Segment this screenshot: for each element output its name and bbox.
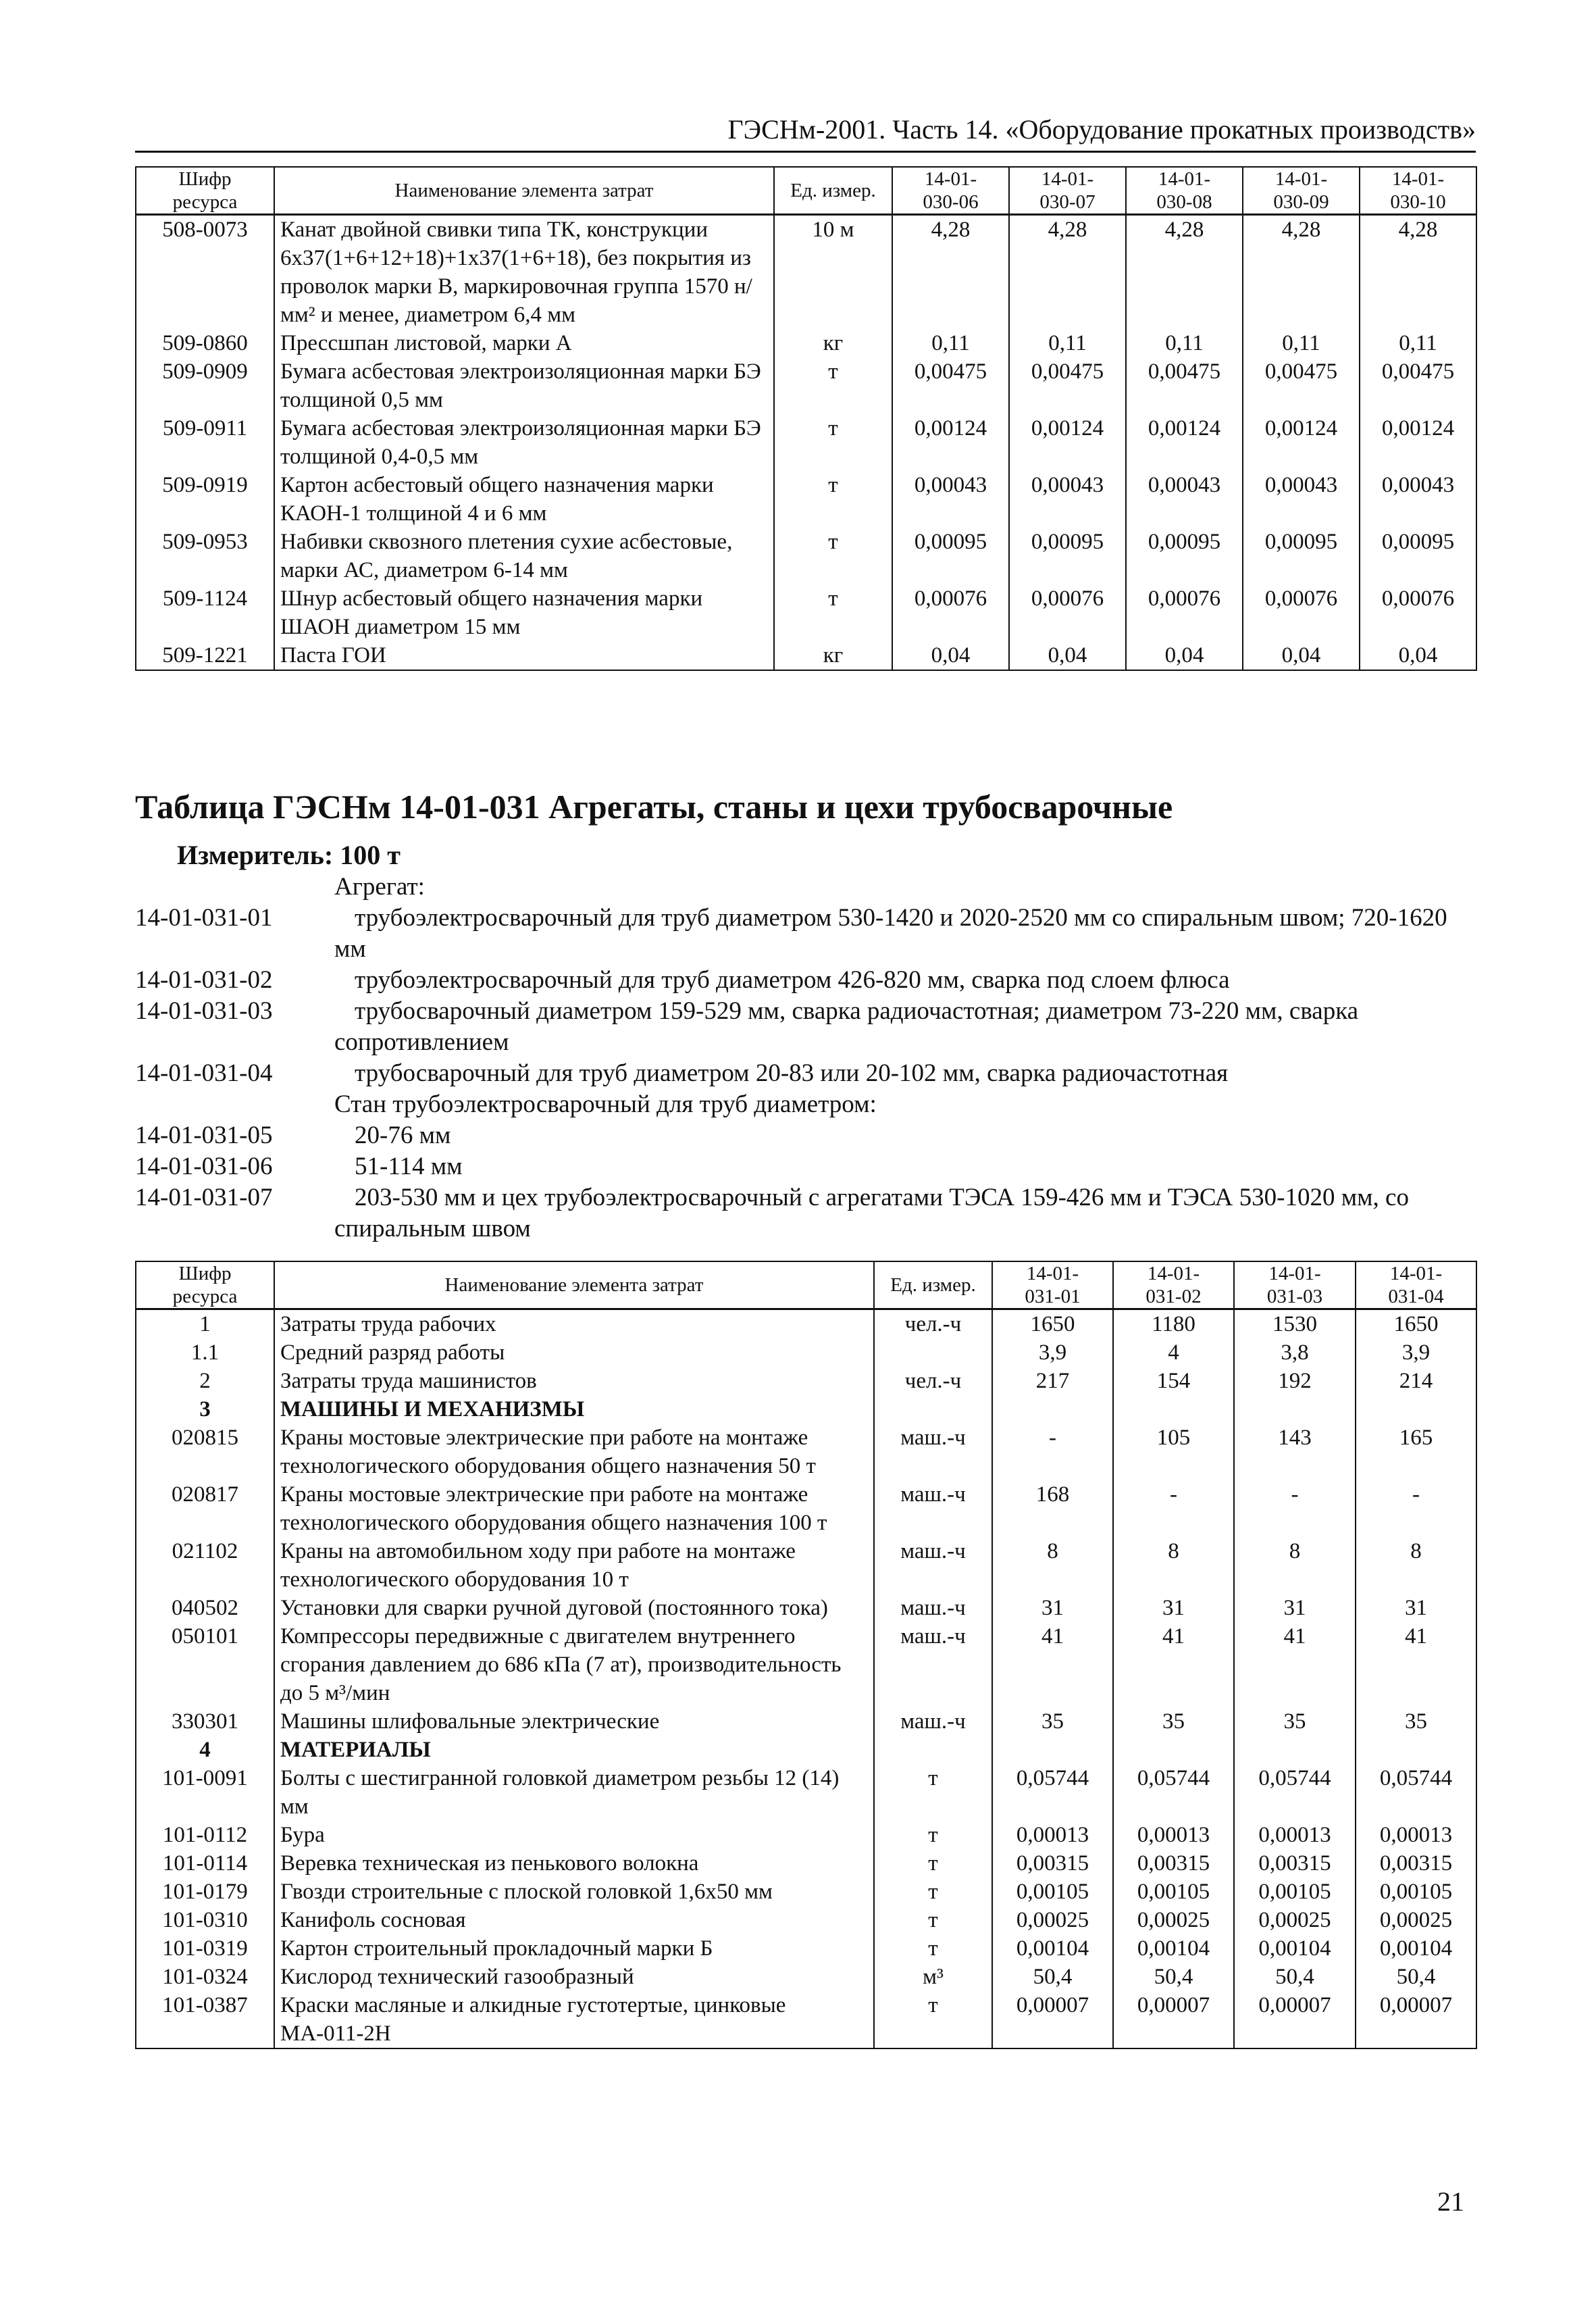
unit-cell: т bbox=[874, 1821, 992, 1849]
column-header-code: Шифр ресурса bbox=[136, 1261, 274, 1309]
rate-value-cell: 154 bbox=[1113, 1367, 1234, 1395]
rate-value-cell: 4,28 bbox=[1243, 215, 1360, 330]
rate-code: 14-01-031-05 bbox=[135, 1122, 273, 1149]
rate-code: 14-01-031-02 bbox=[135, 966, 273, 994]
unit-cell: т bbox=[774, 414, 892, 471]
rate-value-cell: 0,00043 bbox=[1126, 471, 1243, 528]
unit-cell bbox=[874, 1395, 992, 1424]
rate-value-cell: 31 bbox=[1356, 1594, 1476, 1622]
table-row bbox=[136, 584, 1476, 641]
cost-element-name-cell: Кислород технический газообразный bbox=[274, 1963, 874, 1991]
rate-value-cell: 31 bbox=[992, 1594, 1113, 1622]
column-header-rate: 14-01- 030-10 bbox=[1360, 167, 1476, 215]
rate-value-cell: 0,00076 bbox=[892, 584, 1009, 641]
resource-code-cell: 101-0112 bbox=[136, 1821, 274, 1849]
unit-cell bbox=[874, 1736, 992, 1764]
rate-value-cell: 1650 bbox=[992, 1309, 1113, 1339]
resource-code-cell: 101-0324 bbox=[136, 1963, 274, 1991]
rate-value-cell: 0,00475 bbox=[1243, 357, 1360, 414]
resource-code-cell: 3 bbox=[136, 1395, 274, 1424]
resource-code-cell: 330301 bbox=[136, 1707, 274, 1736]
cost-element-name-cell: Канифоль сосновая bbox=[274, 1906, 874, 1934]
rate-value-cell: 0,00076 bbox=[1009, 584, 1126, 641]
resource-code-cell: 509-1221 bbox=[136, 641, 274, 670]
rate-value-cell: 0,00043 bbox=[1360, 471, 1476, 528]
rate-value-cell bbox=[1234, 1736, 1356, 1764]
rate-definition bbox=[135, 965, 1476, 996]
resource-code-cell: 021102 bbox=[136, 1537, 274, 1594]
rate-value-cell: 0,05744 bbox=[1113, 1764, 1234, 1821]
table-row bbox=[136, 357, 1476, 414]
unit-cell: маш.-ч bbox=[874, 1594, 992, 1622]
rate-code: 14-01-031-04 bbox=[135, 1059, 273, 1087]
column-header-rate: 14-01- 030-07 bbox=[1009, 167, 1126, 215]
rate-value-cell: 165 bbox=[1356, 1424, 1476, 1480]
rate-value-cell: 0,00095 bbox=[1360, 528, 1476, 584]
rate-value-cell: 0,00095 bbox=[892, 528, 1009, 584]
table-row bbox=[136, 1707, 1476, 1736]
resource-table-031 bbox=[135, 1261, 1477, 2049]
unit-cell: т bbox=[774, 471, 892, 528]
resource-code-cell: 509-1124 bbox=[136, 584, 274, 641]
rate-value-cell: 0,00013 bbox=[1113, 1821, 1234, 1849]
rate-value-cell: 0,00095 bbox=[1009, 528, 1126, 584]
rate-value-cell: 105 bbox=[1113, 1424, 1234, 1480]
rate-value-cell: 3,8 bbox=[1234, 1338, 1356, 1367]
resource-code-cell: 101-0091 bbox=[136, 1764, 274, 1821]
table-row bbox=[136, 1480, 1476, 1537]
rate-description: 20-76 мм bbox=[355, 1122, 451, 1149]
resource-table-030 bbox=[135, 166, 1477, 671]
column-header-unit: Ед. измер. bbox=[774, 167, 892, 215]
table-row bbox=[136, 1736, 1476, 1764]
rate-value-cell: 192 bbox=[1234, 1367, 1356, 1395]
rate-value-cell: 0,00007 bbox=[1356, 1991, 1476, 2048]
table-row bbox=[136, 528, 1476, 584]
rate-value-cell: 0,04 bbox=[1009, 641, 1126, 670]
rate-value-cell: 0,00104 bbox=[1234, 1934, 1356, 1963]
cost-element-name-cell: МАШИНЫ И МЕХАНИЗМЫ bbox=[274, 1395, 874, 1424]
unit-cell: т bbox=[874, 1934, 992, 1963]
cost-element-name-cell: Средний разряд работы bbox=[274, 1338, 874, 1367]
rate-definition bbox=[135, 903, 1476, 965]
table-row bbox=[136, 1906, 1476, 1934]
rate-value-cell: 168 bbox=[992, 1480, 1113, 1537]
table-header-row bbox=[136, 167, 1476, 215]
column-header-name: Наименование элемента затрат bbox=[274, 167, 774, 215]
rate-value-cell: 31 bbox=[1113, 1594, 1234, 1622]
rate-value-cell: 0,00076 bbox=[1126, 584, 1243, 641]
rate-value-cell: 50,4 bbox=[992, 1963, 1113, 1991]
unit-cell bbox=[874, 1338, 992, 1367]
cost-element-name-cell: Канат двойной свивки типа ТК, конструкции 6х37(1+6+12+18)+1х37(1+6+18), без покрытия из проволок марки В, маркировочная группа 1570 н/мм² и менее, диаметром 6,4 мм bbox=[274, 215, 774, 330]
table-row bbox=[136, 1395, 1476, 1424]
rate-value-cell: 0,00315 bbox=[992, 1849, 1113, 1878]
rate-value-cell: 41 bbox=[1113, 1622, 1234, 1707]
rate-value-cell: 3,9 bbox=[1356, 1338, 1476, 1367]
table-row bbox=[136, 1424, 1476, 1480]
rate-value-cell: 0,00475 bbox=[892, 357, 1009, 414]
unit-cell: маш.-ч bbox=[874, 1537, 992, 1594]
unit-cell: маш.-ч bbox=[874, 1424, 992, 1480]
cost-element-name-cell: Краски масляные и алкидные густотертые, цинковые МА-011-2Н bbox=[274, 1991, 874, 2048]
rate-definition bbox=[135, 1151, 1476, 1182]
page-number: 21 bbox=[1437, 2186, 1464, 2217]
column-header-code: Шифр ресурса bbox=[136, 167, 274, 215]
resource-code-cell: 509-0909 bbox=[136, 357, 274, 414]
unit-cell: т bbox=[874, 1764, 992, 1821]
resource-code-cell: 509-0860 bbox=[136, 329, 274, 357]
table-row bbox=[136, 1878, 1476, 1906]
table-row bbox=[136, 1622, 1476, 1707]
rate-value-cell: 50,4 bbox=[1234, 1963, 1356, 1991]
resource-code-cell: 101-0387 bbox=[136, 1991, 274, 2048]
rate-value-cell: 0,11 bbox=[1360, 329, 1476, 357]
rate-value-cell: 1530 bbox=[1234, 1309, 1356, 1339]
cost-element-name-cell: Установки для сварки ручной дуговой (постоянного тока) bbox=[274, 1594, 874, 1622]
rate-description: трубосварочный для труб диаметром 20-83 или 20-102 мм, сварка радиочастотная bbox=[355, 1059, 1229, 1087]
rate-value-cell: 0,11 bbox=[1009, 329, 1126, 357]
rate-value-cell: 0,00475 bbox=[1009, 357, 1126, 414]
table-row bbox=[136, 1764, 1476, 1821]
resource-code-cell: 509-0919 bbox=[136, 471, 274, 528]
rate-value-cell: 0,00124 bbox=[1243, 414, 1360, 471]
running-header: ГЭСНм-2001. Часть 14. «Оборудование прокатных производств» bbox=[135, 114, 1476, 153]
rate-description: 51-114 мм bbox=[355, 1153, 463, 1180]
column-header-rate: 14-01- 030-08 bbox=[1126, 167, 1243, 215]
rate-value-cell: 35 bbox=[1234, 1707, 1356, 1736]
unit-cell: кг bbox=[774, 329, 892, 357]
rate-description: трубоэлектросварочный для труб диаметром 426-820 мм, сварка под слоем флюса bbox=[355, 966, 1230, 994]
table-row bbox=[136, 1367, 1476, 1395]
resource-code-cell: 101-0310 bbox=[136, 1906, 274, 1934]
rate-value-cell: 4,28 bbox=[1009, 215, 1126, 330]
definition-group-label: Стан трубоэлектросварочный для труб диаметром: bbox=[334, 1090, 877, 1118]
rate-value-cell: 0,00104 bbox=[1113, 1934, 1234, 1963]
table-row bbox=[136, 1963, 1476, 1991]
cost-element-name-cell: Краны мостовые электрические при работе на монтаже технологического оборудования общего назначения 100 т bbox=[274, 1480, 874, 1537]
table-row bbox=[136, 1594, 1476, 1622]
rate-description: трубосварочный диаметром 159-529 мм, сварка радиочастотная; диаметром 73-220 мм, сварка сопротивлением bbox=[334, 997, 1359, 1056]
resource-code-cell: 2 bbox=[136, 1367, 274, 1395]
rate-value-cell: 0,00025 bbox=[1234, 1906, 1356, 1934]
rate-value-cell: 0,00076 bbox=[1360, 584, 1476, 641]
unit-cell: т bbox=[774, 528, 892, 584]
cost-element-name-cell: Веревка техническая из пенькового волокна bbox=[274, 1849, 874, 1878]
column-header-rate: 14-01- 031-03 bbox=[1234, 1261, 1356, 1309]
resource-code-cell: 508-0073 bbox=[136, 215, 274, 330]
rate-value-cell: 35 bbox=[992, 1707, 1113, 1736]
column-header-unit: Ед. измер. bbox=[874, 1261, 992, 1309]
rate-value-cell: 0,00025 bbox=[992, 1906, 1113, 1934]
rate-value-cell: 35 bbox=[1356, 1707, 1476, 1736]
cost-element-name-cell: Бумага асбестовая электроизоляционная марки БЭ толщиной 0,4-0,5 мм bbox=[274, 414, 774, 471]
column-header-rate: 14-01- 031-02 bbox=[1113, 1261, 1234, 1309]
table-row bbox=[136, 1849, 1476, 1878]
unit-cell: маш.-ч bbox=[874, 1622, 992, 1707]
rate-value-cell: 0,05744 bbox=[992, 1764, 1113, 1821]
resource-code-cell: 020815 bbox=[136, 1424, 274, 1480]
table-row bbox=[136, 1338, 1476, 1367]
cost-element-name-cell: Краны на автомобильном ходу при работе на монтаже технологического оборудования 10 т bbox=[274, 1537, 874, 1594]
rate-value-cell: - bbox=[992, 1424, 1113, 1480]
cost-element-name-cell: Картон асбестовый общего назначения марки КАОН-1 толщиной 4 и 6 мм bbox=[274, 471, 774, 528]
unit-cell: т bbox=[874, 1878, 992, 1906]
rate-value-cell: 0,00043 bbox=[892, 471, 1009, 528]
cost-element-name-cell: МАТЕРИАЛЫ bbox=[274, 1736, 874, 1764]
table-row bbox=[136, 1991, 1476, 2048]
rate-code: 14-01-031-03 bbox=[135, 997, 273, 1025]
table-title: Таблица ГЭСНм 14-01-031 Агрегаты, станы и цехи трубосварочные bbox=[135, 788, 1173, 826]
rate-value-cell: 0,00315 bbox=[1356, 1849, 1476, 1878]
rate-value-cell: 4,28 bbox=[1126, 215, 1243, 330]
rate-code: 14-01-031-01 bbox=[135, 904, 273, 932]
rate-value-cell: 0,00076 bbox=[1243, 584, 1360, 641]
resource-code-cell: 101-0179 bbox=[136, 1878, 274, 1906]
table-row bbox=[136, 1309, 1476, 1339]
rate-code: 14-01-031-07 bbox=[135, 1184, 273, 1211]
cost-element-name-cell: Болты с шестигранной головкой диаметром резьбы 12 (14) мм bbox=[274, 1764, 874, 1821]
rate-value-cell: 0,00315 bbox=[1113, 1849, 1234, 1878]
rate-definition bbox=[135, 1182, 1476, 1244]
rate-value-cell: 0,00475 bbox=[1360, 357, 1476, 414]
unit-cell: т bbox=[774, 584, 892, 641]
rate-value-cell: 143 bbox=[1234, 1424, 1356, 1480]
rate-definition bbox=[135, 1058, 1476, 1089]
rate-value-cell bbox=[1356, 1736, 1476, 1764]
rate-value-cell: 0,00025 bbox=[1356, 1906, 1476, 1934]
unit-cell: чел.-ч bbox=[874, 1367, 992, 1395]
rate-value-cell: 0,00105 bbox=[1113, 1878, 1234, 1906]
column-header-rate: 14-01- 030-06 bbox=[892, 167, 1009, 215]
cost-element-name-cell: Краны мостовые электрические при работе на монтаже технологического оборудования общего назначения 50 т bbox=[274, 1424, 874, 1480]
column-header-name: Наименование элемента затрат bbox=[274, 1261, 874, 1309]
rate-value-cell: 0,04 bbox=[1360, 641, 1476, 670]
rate-value-cell: 0,00475 bbox=[1126, 357, 1243, 414]
cost-element-name-cell: Бура bbox=[274, 1821, 874, 1849]
rate-value-cell: 4 bbox=[1113, 1338, 1234, 1367]
rate-value-cell: 0,00007 bbox=[1113, 1991, 1234, 2048]
rate-value-cell: 0,00105 bbox=[1234, 1878, 1356, 1906]
rate-value-cell: 0,00124 bbox=[1126, 414, 1243, 471]
cost-element-name-cell: Компрессоры передвижные с двигателем внутреннего сгорания давлением до 686 кПа (7 ат), производительность до 5 м³/мин bbox=[274, 1622, 874, 1707]
rate-value-cell bbox=[1113, 1395, 1234, 1424]
table-row bbox=[136, 1537, 1476, 1594]
rate-value-cell: 0,00105 bbox=[992, 1878, 1113, 1906]
rate-value-cell: 0,00013 bbox=[992, 1821, 1113, 1849]
rate-value-cell: 0,00124 bbox=[1009, 414, 1126, 471]
unit-cell: чел.-ч bbox=[874, 1309, 992, 1339]
resource-code-cell: 040502 bbox=[136, 1594, 274, 1622]
cost-element-name-cell: Затраты труда машинистов bbox=[274, 1367, 874, 1395]
resource-code-cell: 050101 bbox=[136, 1622, 274, 1707]
resource-code-cell: 4 bbox=[136, 1736, 274, 1764]
rate-value-cell: 41 bbox=[1234, 1622, 1356, 1707]
resource-code-cell: 101-0114 bbox=[136, 1849, 274, 1878]
table-row bbox=[136, 641, 1476, 670]
rate-value-cell: 0,00013 bbox=[1356, 1821, 1476, 1849]
rate-value-cell: 8 bbox=[1234, 1537, 1356, 1594]
rate-value-cell: 0,00007 bbox=[992, 1991, 1113, 2048]
rate-value-cell: 0,00104 bbox=[992, 1934, 1113, 1963]
rate-value-cell: 1650 bbox=[1356, 1309, 1476, 1339]
rate-value-cell: - bbox=[1113, 1480, 1234, 1537]
unit-cell: т bbox=[774, 357, 892, 414]
unit-cell: 10 м bbox=[774, 215, 892, 330]
rate-description: 203-530 мм и цех трубоэлектросварочный с агрегатами ТЭСА 159-426 мм и ТЭСА 530-1020 мм, со спиральным швом bbox=[334, 1184, 1409, 1242]
table-header-row bbox=[136, 1261, 1476, 1309]
rate-value-cell: 8 bbox=[1356, 1537, 1476, 1594]
cost-element-name-cell: Шнур асбестовый общего назначения марки ШАОН диаметром 15 мм bbox=[274, 584, 774, 641]
cost-element-name-cell: Картон строительный прокладочный марки Б bbox=[274, 1934, 874, 1963]
rate-value-cell: 4,28 bbox=[1360, 215, 1476, 330]
unit-cell: м³ bbox=[874, 1963, 992, 1991]
rate-value-cell: 31 bbox=[1234, 1594, 1356, 1622]
rate-value-cell: 50,4 bbox=[1356, 1963, 1476, 1991]
cost-element-name-cell: Затраты труда рабочих bbox=[274, 1309, 874, 1339]
rate-value-cell bbox=[1234, 1395, 1356, 1424]
rate-description: трубоэлектросварочный для труб диаметром 530-1420 и 2020-2520 мм со спиральным швом; 720-1620 мм bbox=[334, 904, 1447, 963]
unit-cell: кг bbox=[774, 641, 892, 670]
resource-code-cell: 509-0911 bbox=[136, 414, 274, 471]
rate-value-cell: 0,00095 bbox=[1126, 528, 1243, 584]
cost-element-name-cell: Набивки сквозного плетения сухие асбестовые, марки АС, диаметром 6-14 мм bbox=[274, 528, 774, 584]
table-row bbox=[136, 414, 1476, 471]
cost-element-name-cell: Бумага асбестовая электроизоляционная марки БЭ толщиной 0,5 мм bbox=[274, 357, 774, 414]
rate-value-cell: 0,00105 bbox=[1356, 1878, 1476, 1906]
unit-cell: маш.-ч bbox=[874, 1480, 992, 1537]
rate-definition bbox=[135, 1120, 1476, 1151]
rate-value-cell: 8 bbox=[992, 1537, 1113, 1594]
column-header-rate: 14-01- 031-04 bbox=[1356, 1261, 1476, 1309]
resource-code-cell: 1 bbox=[136, 1309, 274, 1339]
rate-value-cell: 0,04 bbox=[892, 641, 1009, 670]
measurement-unit: Измеритель: 100 т bbox=[177, 840, 401, 870]
unit-cell: т bbox=[874, 1906, 992, 1934]
rate-value-cell: 1180 bbox=[1113, 1309, 1234, 1339]
rate-value-cell: 0,00043 bbox=[1243, 471, 1360, 528]
resource-code-cell: 509-0953 bbox=[136, 528, 274, 584]
cost-element-name-cell: Прессшпан листовой, марки А bbox=[274, 329, 774, 357]
rate-value-cell: 0,11 bbox=[1243, 329, 1360, 357]
rate-value-cell: 4,28 bbox=[892, 215, 1009, 330]
cost-element-name-cell: Машины шлифовальные электрические bbox=[274, 1707, 874, 1736]
rate-value-cell: 0,00025 bbox=[1113, 1906, 1234, 1934]
rate-value-cell: 0,00043 bbox=[1009, 471, 1126, 528]
rate-value-cell bbox=[992, 1395, 1113, 1424]
rate-value-cell bbox=[1356, 1395, 1476, 1424]
column-header-rate: 14-01- 030-09 bbox=[1243, 167, 1360, 215]
rate-value-cell: 0,05744 bbox=[1234, 1764, 1356, 1821]
rate-value-cell: 8 bbox=[1113, 1537, 1234, 1594]
cost-element-name-cell: Паста ГОИ bbox=[274, 641, 774, 670]
rate-value-cell: 0,05744 bbox=[1356, 1764, 1476, 1821]
unit-cell: т bbox=[874, 1991, 992, 2048]
resource-code-cell: 020817 bbox=[136, 1480, 274, 1537]
rate-value-cell: 0,04 bbox=[1243, 641, 1360, 670]
table-row bbox=[136, 471, 1476, 528]
rate-definition bbox=[135, 996, 1476, 1058]
rate-value-cell: 0,11 bbox=[892, 329, 1009, 357]
column-header-rate: 14-01- 031-01 bbox=[992, 1261, 1113, 1309]
table-row bbox=[136, 1821, 1476, 1849]
table-row bbox=[136, 329, 1476, 357]
rate-value-cell: 0,00013 bbox=[1234, 1821, 1356, 1849]
rate-value-cell: 0,00095 bbox=[1243, 528, 1360, 584]
table-row bbox=[136, 215, 1476, 330]
table-row bbox=[136, 1934, 1476, 1963]
rate-value-cell bbox=[992, 1736, 1113, 1764]
rate-definitions bbox=[135, 872, 1476, 1244]
rate-value-cell: 41 bbox=[992, 1622, 1113, 1707]
rate-value-cell: 217 bbox=[992, 1367, 1113, 1395]
rate-value-cell: - bbox=[1234, 1480, 1356, 1537]
rate-value-cell: 0,11 bbox=[1126, 329, 1243, 357]
rate-value-cell: 0,04 bbox=[1126, 641, 1243, 670]
rate-value-cell bbox=[1113, 1736, 1234, 1764]
rate-value-cell: 0,00315 bbox=[1234, 1849, 1356, 1878]
rate-value-cell: 3,9 bbox=[992, 1338, 1113, 1367]
resource-code-cell: 1.1 bbox=[136, 1338, 274, 1367]
rate-value-cell: 0,00124 bbox=[892, 414, 1009, 471]
rate-value-cell: 214 bbox=[1356, 1367, 1476, 1395]
resource-code-cell: 101-0319 bbox=[136, 1934, 274, 1963]
rate-value-cell: 0,00007 bbox=[1234, 1991, 1356, 2048]
cost-element-name-cell: Гвозди строительные с плоской головкой 1,6х50 мм bbox=[274, 1878, 874, 1906]
unit-cell: т bbox=[874, 1849, 992, 1878]
rate-value-cell: 35 bbox=[1113, 1707, 1234, 1736]
rate-code: 14-01-031-06 bbox=[135, 1153, 273, 1180]
rate-value-cell: 41 bbox=[1356, 1622, 1476, 1707]
unit-cell: маш.-ч bbox=[874, 1707, 992, 1736]
rate-value-cell: 0,00104 bbox=[1356, 1934, 1476, 1963]
rate-value-cell: 0,00124 bbox=[1360, 414, 1476, 471]
rate-value-cell: 50,4 bbox=[1113, 1963, 1234, 1991]
rate-value-cell: - bbox=[1356, 1480, 1476, 1537]
definition-group-label: Агрегат: bbox=[334, 873, 425, 901]
